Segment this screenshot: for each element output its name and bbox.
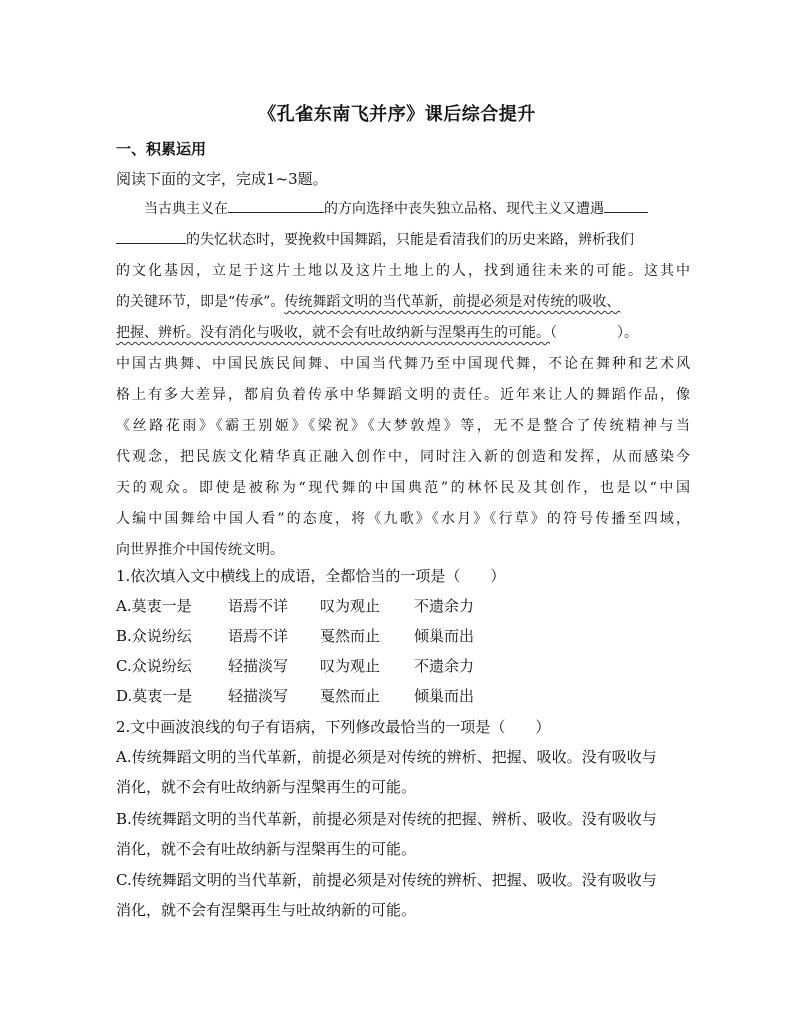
- option-idiom: C.众说纷纭: [116, 657, 192, 675]
- option-idiom: 叹为观止: [320, 597, 381, 615]
- passage-line: 《丝路花雨》《霸王别姬》《梁祝》《大梦敦煌》等，无不是整合了传统精神与当: [116, 418, 690, 434]
- option-idiom: 倾巢而出: [414, 687, 475, 705]
- option-idiom: 语焉不详: [228, 597, 289, 615]
- q2-option-c-line-1: C.传统舞蹈文明的当代革新，前提必须是对传统的辨析、把握、吸收。没有吸收与: [116, 871, 657, 889]
- passage-line: [116, 322, 638, 344]
- option-idiom: 不遗余力: [414, 657, 475, 675]
- passage-line: [116, 198, 648, 220]
- passage-text: ）。: [617, 325, 638, 341]
- passage-line: 代观念，把民族文化精华真正融入创作中，同时注入新的创造和发挥，从而感染今: [116, 449, 690, 465]
- option-idiom: 不遗余力: [414, 597, 475, 615]
- passage-line: 人编中国舞给中国人看”的态度，将《九歌》《水月》《行草》的符号传播至四域，: [116, 511, 690, 527]
- passage-line: 的文化基因，立足于这片土地以及这片土地上的人，找到通往未来的可能。这其中: [116, 263, 690, 279]
- option-idiom: B.众说纷纭: [116, 627, 192, 645]
- option-idiom: 倾巢而出: [414, 627, 475, 645]
- passage-text: 的失忆状态时，要挽救中国舞蹈，只能是看清我们的历史来路，辨析我们: [186, 232, 634, 248]
- passage-line: [116, 229, 634, 251]
- fill-blank-2a: [604, 198, 648, 213]
- q2-option-b-line-1: B.传统舞蹈文明的当代革新，前提必须是对传统的把握、辨析、吸收。没有吸收与: [116, 810, 657, 828]
- passage-line: 向世界推介中国传统文明。: [116, 542, 284, 558]
- section-heading: 一、积累运用: [116, 140, 207, 158]
- passage-line: [116, 291, 620, 313]
- wavy-underlined-sentence: 传统舞蹈文明的当代革新，前提必须是对传统的吸收、: [284, 294, 621, 310]
- option-idiom: 语焉不详: [228, 627, 289, 645]
- passage-text: 当古典主义在: [144, 201, 228, 217]
- option-idiom: D.莫衷一是: [116, 687, 193, 705]
- q2-option-a-line-2: 消化，就不会有吐故纳新与涅槃再生的可能。: [116, 778, 417, 796]
- q2-option-a-line-1: A.传统舞蹈文明的当代革新，前提必须是对传统的辨析、把握、吸收。没有吸收与: [116, 748, 657, 766]
- option-idiom: 戛然而止: [320, 627, 381, 645]
- instruction-text: 阅读下面的文字，完成1~3题。: [116, 170, 328, 188]
- passage-text: 的方向选择中丧失独立品格、现代主义又遭遇: [324, 201, 604, 217]
- option-idiom: 轻描淡写: [228, 657, 289, 675]
- option-idiom: 叹为观止: [320, 657, 381, 675]
- passage-text: 的关键环节，即是“传承”。: [116, 294, 285, 310]
- passage-line: 中国古典舞、中国民族民间舞、中国当代舞乃至中国现代舞，不论在舞种和艺术风: [116, 356, 690, 372]
- question-2-stem: 2.文中画波浪线的句子有语病，下列修改最恰当的一项是（ ）: [116, 718, 551, 736]
- option-idiom: 轻描淡写: [228, 687, 289, 705]
- option-idiom: 戛然而止: [320, 687, 381, 705]
- wavy-underlined-sentence: 把握、辨析。没有消化与吸收，就不会有吐故纳新与涅槃再生的可能。: [116, 325, 550, 341]
- passage-line: 天的观众。即使是被称为“现代舞的中国典范”的林怀民及其创作，也是以“中国: [116, 480, 690, 496]
- question-1-stem: 1.依次填入文中横线上的成语，全都恰当的一项是（ ）: [116, 567, 506, 585]
- q2-option-b-line-2: 消化，就不会有吐故纳新与涅槃再生的可能。: [116, 840, 417, 858]
- option-idiom: A.莫衷一是: [116, 597, 192, 615]
- fill-blank-1: [228, 198, 324, 213]
- page-title: 《孔雀东南飞并序》课后综合提升: [258, 104, 536, 125]
- passage-text: （: [550, 325, 557, 341]
- fill-blank-2b: [116, 229, 186, 244]
- q2-option-c-line-2: 消化，就不会有涅槃再生与吐故纳新的可能。: [116, 901, 417, 919]
- passage-line: 格上有多大差异，都肩负着传承中华舞蹈文明的责任。近年来让人的舞蹈作品，像: [116, 387, 690, 403]
